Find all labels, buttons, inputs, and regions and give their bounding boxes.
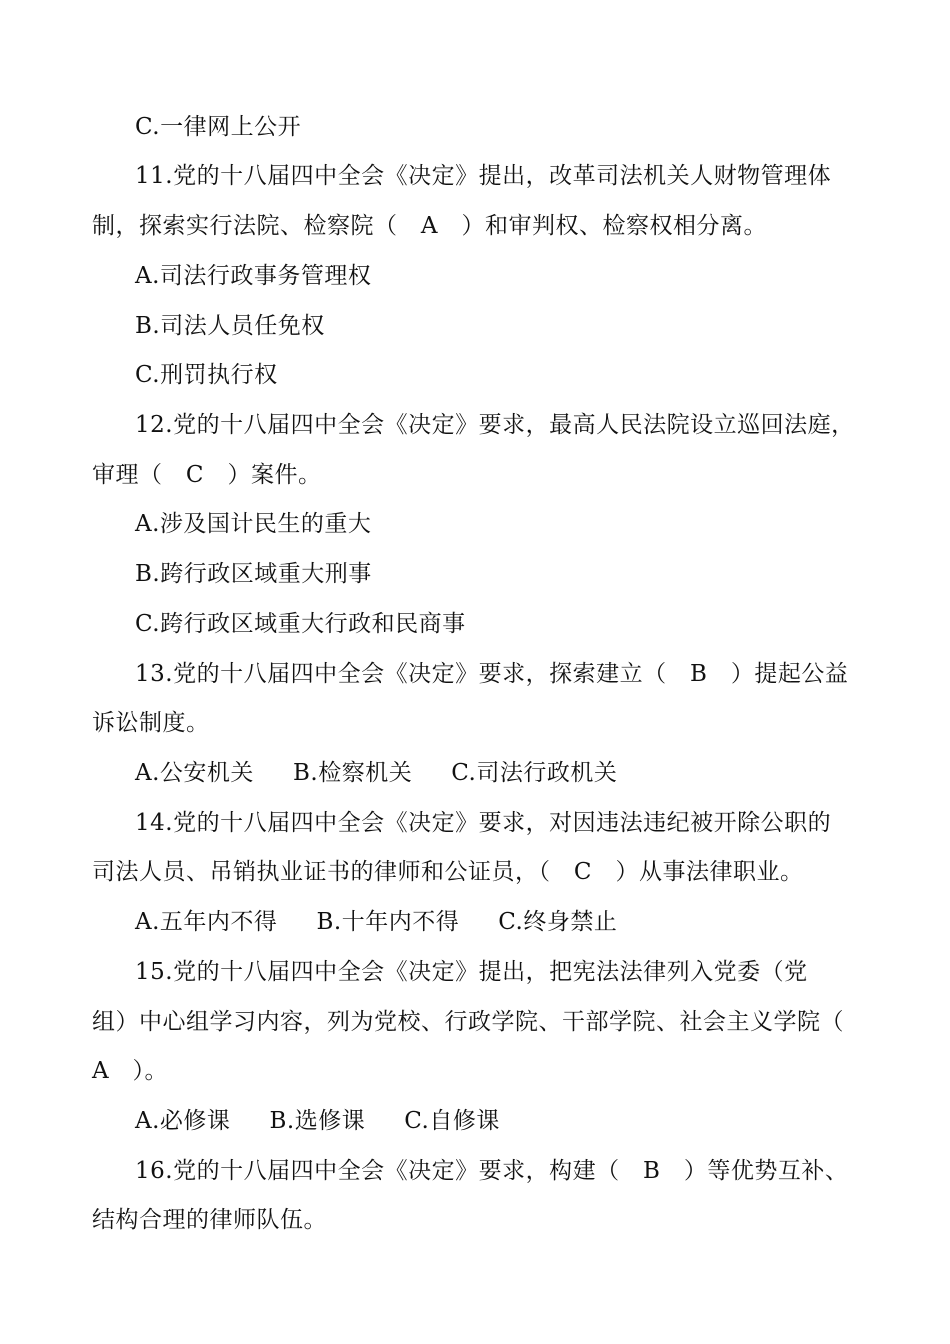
q15-text-line-2: 组）中心组学习内容，列为党校、行政学院、干部学院、社会主义学院（: [92, 1009, 844, 1035]
q13-options: A.公安机关 B.检察机关 C.司法行政机关: [135, 760, 618, 786]
q15-text-line-3: A ）。: [92, 1058, 169, 1084]
q10-option-c: C.一律网上公开: [135, 114, 302, 140]
q15-options: A.必修课 B.选修课 C.自修课: [135, 1108, 500, 1134]
q11-option-c: C.刑罚执行权: [135, 362, 278, 388]
q11-option-b: B.司法人员任免权: [135, 313, 325, 339]
q12-option-c: C.跨行政区域重大行政和民商事: [135, 611, 466, 637]
q14-options: A.五年内不得 B.十年内不得 C.终身禁止: [135, 909, 618, 935]
q12-text-line-2: 审理（ C ）案件。: [92, 462, 322, 488]
q13-text-line-1: 13.党的十八届四中全会《决定》要求，探索建立（ B ）提起公益: [135, 661, 849, 687]
q12-option-b: B.跨行政区域重大刑事: [135, 561, 372, 587]
q11-text-line-2: 制，探索实行法院、检察院（ A ）和审判权、检察权相分离。: [92, 213, 767, 239]
q12-option-a: A.涉及国计民生的重大: [135, 511, 372, 537]
q14-text-line-2: 司法人员、吊销执业证书的律师和公证员，（ C ）从事法律职业。: [92, 859, 804, 885]
q16-text-line-2: 结构合理的律师队伍。: [92, 1207, 327, 1233]
q12-text-line-1: 12.党的十八届四中全会《决定》要求，最高人民法院设立巡回法庭，: [135, 412, 855, 438]
q11-option-a: A.司法行政事务管理权: [135, 263, 372, 289]
q11-text-line-1: 11.党的十八届四中全会《决定》提出，改革司法机关人财物管理体: [135, 163, 832, 189]
q13-text-line-2: 诉讼制度。: [92, 710, 210, 736]
q15-text-line-1: 15.党的十八届四中全会《决定》提出，把宪法法律列入党委（党: [135, 959, 808, 985]
q14-text-line-1: 14.党的十八届四中全会《决定》要求，对因违法违纪被开除公职的: [135, 810, 832, 836]
q16-text-line-1: 16.党的十八届四中全会《决定》要求，构建（ B ）等优势互补、: [135, 1158, 849, 1184]
